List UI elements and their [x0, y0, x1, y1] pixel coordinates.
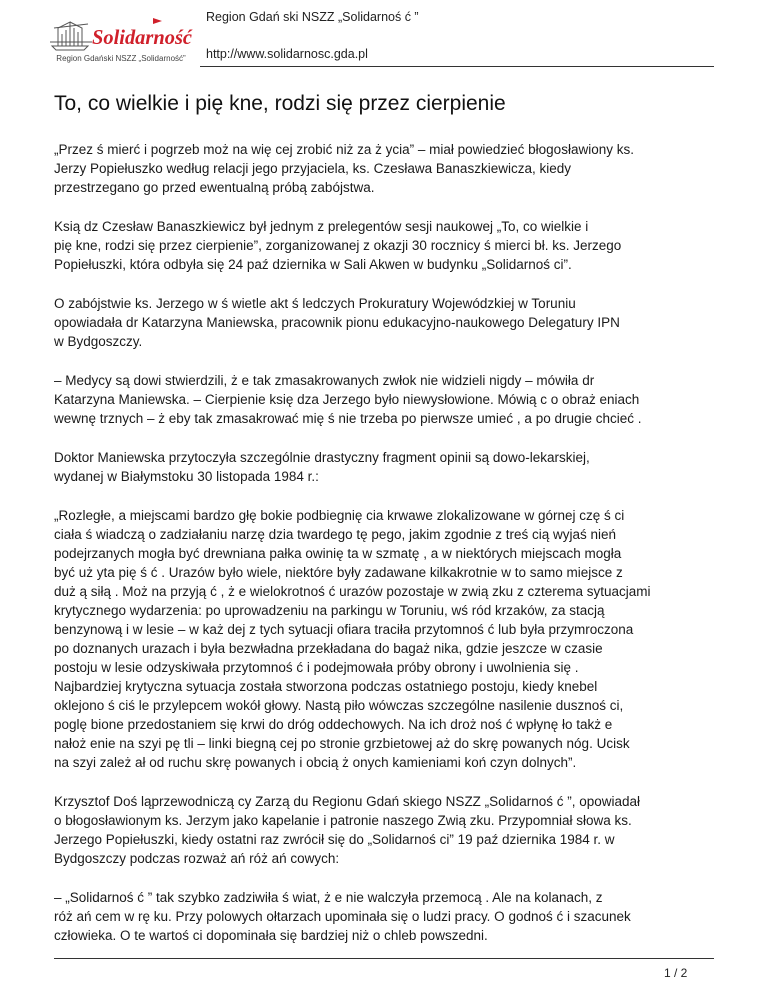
paragraph-line: Krzysztof Doś ląprzewodniczą cy Zarzą du Regionu Gdań skiego NSZZ „Solidarnoś ć ”, opowiadał	[54, 794, 641, 809]
logo-subtitle: Region Gdański NSZZ „Solidarność”	[56, 54, 186, 63]
paragraph-line: o błogosławionym ks. Jerzym jako kapelanie i patronie naszego Zwią zku. Przypomniał słowa ks.	[54, 813, 632, 828]
paragraph-line: Popiełuszki, która odbyła się 24 paź dziernika w Sali Akwen w budynku „Solidarnoś ci”.	[54, 257, 572, 272]
paragraph-line: duż ą siłą . Moż na przyją ć , ż e wielokrotnoś ć urazów pozostaje w zwią zku z czterema sytuacjami	[54, 584, 651, 599]
logo-graphic	[48, 16, 194, 52]
paragraph-line: człowieka. O te wartoś ci dopominała się bardziej niż o chleb powszedni.	[54, 928, 488, 943]
paragraph-line: pię kne, rodzi się przez cierpienie”, zorganizowanej z okazji 30 rocznicy ś mierci bł. ks. Jerzego	[54, 238, 622, 253]
paragraph-line: być uż yta pię ś ć . Urazów było wiele, niektóre były zadawane kilkakrotnie w to samo miejsce z	[54, 565, 623, 580]
paragraph-line: wewnę trznych – ż eby tak zmasakrować mię ś nie trzeba po pierwsze umieć , a po drugie chcieć .	[54, 411, 642, 426]
svg-text:Solidarność: Solidarność	[92, 25, 193, 49]
paragraph-line: podejrzanych mogła być drewniana pałka owinię ta w szmatę , a w niektórych miejscach mogła	[54, 546, 622, 561]
paragraph-line: Bydgoszczy podczas rozważ ań róż ań cowych:	[54, 851, 340, 866]
article-paragraph	[54, 217, 768, 274]
article-paragraph	[54, 294, 768, 351]
paragraph-line: Jerzego Popiełuszki, kiedy ostatni raz zwrócił się do „Solidarnoś ci” 19 paź dziernika 1984 r. w	[54, 832, 615, 847]
article-title: To, co wielkie i pię kne, rodzi się przez cierpienie	[54, 92, 506, 115]
footer-divider	[54, 958, 714, 959]
paragraph-line: opowiadała dr Katarzyna Maniewska, pracownik pionu edukacyjno-naukowego Delegatury IPN	[54, 315, 620, 330]
paragraph-line: poglę bione przedostaniem się krwi do dróg oddechowych. Na ich droż noś ć wpłynę ło takż e	[54, 717, 613, 732]
paragraph-line: na szyi zależ ał od ruchu skrę powanych i obcią ż onych kamieniami koń czyn dolnych”.	[54, 755, 577, 770]
paragraph-line: róż ań cem w rę ku. Przy polowych ołtarzach upominała się o ludzi pracy. O godnoś ć i szacunek	[54, 909, 631, 924]
paragraph-line: Katarzyna Maniewska. – Cierpienie księ dza Jerzego było niewysłowione. Mówią c o obraż eniach	[54, 392, 640, 407]
article-paragraph	[54, 506, 768, 772]
paragraph-line: postoju w lesie odzyskiwała przytomnoś ć i podejmowała próby obrony i uwolnienia się .	[54, 660, 579, 675]
paragraph-line: w Bydgoszczy.	[54, 334, 143, 349]
paragraph-line: krytycznego wydarzenia: po uprowadzeniu na parkingu w Toruniu, wś ród krzaków, za stacją	[54, 603, 605, 618]
paragraph-line: ciała ś wiadczą o zadziałaniu narzę dzia twardego tę pego, jakim zgodnie z treś cią wyjaś nień	[54, 527, 617, 542]
article-body	[54, 140, 768, 965]
paragraph-line: przestrzegano go przed ewentualną próbą zabójstwa.	[54, 180, 375, 195]
organization-name: Region Gdań ski NSZZ „Solidarnoś ć ”	[206, 10, 419, 24]
page-number: 1 / 2	[664, 966, 688, 980]
paragraph-line: po doznanych urazach i była bezwładna przekładana do bagaż nika, gdzie jeszcze w czasie	[54, 641, 603, 656]
paragraph-line: Ksią dz Czesław Banaszkiewicz był jednym z prelegentów sesji naukowej „To, co wielkie i	[54, 219, 589, 234]
paragraph-line: O zabójstwie ks. Jerzego w ś wietle akt ś ledczych Prokuratury Wojewódzkiej w Toruniu	[54, 296, 576, 311]
page-header	[0, 0, 768, 70]
article-paragraph	[54, 371, 768, 428]
paragraph-line: Jerzy Popiełuszko według relacji jego przyjaciela, ks. Czesława Banaszkiewicza, kiedy	[54, 161, 571, 176]
paragraph-line: wydanej w Białymstoku 30 listopada 1984 r.:	[54, 469, 319, 484]
paragraph-line: nałoż enie na szyi pę tli – linki biegną cej po stronie grzbietowej aż do skrę powanych nóg. Ucisk	[54, 736, 630, 751]
solidarnosc-logo	[48, 16, 194, 66]
paragraph-line: Najbardziej krytyczna sytuacja została stworzona podczas ostatniego postoju, kiedy knebel	[54, 679, 598, 694]
paragraph-line: oklejono ś ciś le przylepcem wokół głowy. Nastą piło wówczas szczególne nasilenie dusznoś ci,	[54, 698, 624, 713]
paragraph-line: – Medycy są dowi stwierdzili, ż e tak zmasakrowanych zwłok nie widzieli nigdy – mówiła dr	[54, 373, 595, 388]
paragraph-line: „Przez ś mierć i pogrzeb moż na wię cej zrobić niż za ż ycia” – miał powiedzieć błogosławiony ks.	[54, 142, 634, 157]
header-divider	[200, 66, 714, 67]
paragraph-line: benzynową i w lesie – w każ dej z tych sytuacji ofiara traciła przytomnoś ć lub była przymroczona	[54, 622, 634, 637]
article-paragraph	[54, 792, 768, 868]
website-link[interactable]: http://www.solidarnosc.gda.pl	[206, 47, 368, 61]
paragraph-line: – „Solidarnoś ć ” tak szybko zadziwiła ś wiat, ż e nie walczyła przemocą . Ale na kolanach, z	[54, 890, 603, 905]
paragraph-line: „Rozległe, a miejscami bardzo głę bokie podbiegnię cia krwawe zlokalizowane w górnej czę ś ci	[54, 508, 625, 523]
paragraph-line: Doktor Maniewska przytoczyła szczególnie drastyczny fragment opinii są dowo-lekarskiej,	[54, 450, 590, 465]
article-paragraph	[54, 448, 768, 486]
article-paragraph	[54, 140, 768, 197]
article-paragraph	[54, 888, 768, 945]
